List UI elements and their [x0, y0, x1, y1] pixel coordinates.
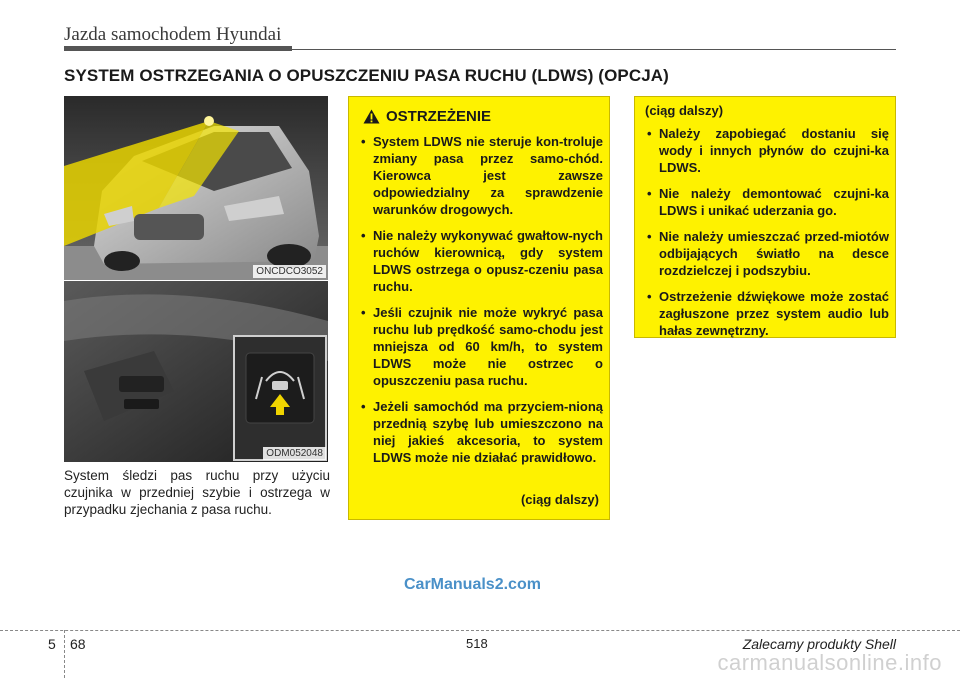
continuation-box — [634, 96, 896, 338]
footer-page-number: 68 — [70, 636, 86, 652]
list-item-text: Nie należy wykonywać gwałtow-nych ruchów kierownicą, gdy system LDWS ostrzega o opusz-czeniu pasa ruchu. — [373, 228, 603, 294]
list-item-text: Nie należy umieszczać przed-miotów odbijających światło na desce rozdzielczej i podszybiu. — [659, 229, 889, 278]
footer-chapter-number: 5 — [48, 636, 56, 652]
list-item: • Nie należy umieszczać przed-miotów odbijających światło na desce rozdzielczej i podszybiu. — [647, 229, 889, 278]
header-rule — [64, 46, 292, 51]
footer-divider — [64, 630, 65, 678]
footer-center-number: 518 — [466, 636, 488, 651]
list-item-text: Jeśli czujnik nie może wykryć pasa ruchu lub prędkość samo-chodu jest mniejsza od 60 km/h, to system LDWS może nie ostrzec o opuszczeniu pasa ruchu. — [373, 305, 603, 388]
header-rule-thin — [292, 49, 896, 50]
figure-caption: System śledzi pas ruchu przy użyciu czujnika w przedniej szybie i ostrzega w przypadku zjechania z pasa ruchu. — [64, 468, 330, 517]
car-sensor-photo — [64, 96, 328, 280]
list-item: • Jeżeli samochód ma przyciem-nioną przednią szybę lub umieszczono na niej jakieś akcesoria, to system LDWS może nie działać prawidłowo. — [361, 399, 603, 465]
footer-slogan: Zalecamy produkty Shell — [742, 636, 896, 652]
list-item-text: System LDWS nie steruje kon-troluje zmiany pasa przez samo-chód. Kierowca jest zawsze odpowiedzialny za sprawdzenie warunków drogowych. — [373, 134, 603, 217]
list-item-text: Należy zapobiegać dostaniu się wody i innych płynów do czujni-ka LDWS. — [659, 126, 889, 175]
list-item: • Nie należy wykonywać gwałtow-nych ruchów kierownicą, gdy system LDWS ostrzega o opusz-czeniu pasa ruchu. — [361, 228, 603, 294]
site-watermark: carmanualsonline.info — [717, 650, 942, 675]
warning-triangle-icon — [363, 109, 380, 124]
continuation-heading: (ciąg dalszy) — [645, 103, 724, 118]
continued-note: (ciąg dalszy) — [520, 492, 599, 507]
list-item: • Ostrzeżenie dźwiękowe może zostać zagłuszone przez system audio lub hałas zewnętrzny. — [647, 289, 889, 338]
warning-heading — [363, 107, 491, 125]
list-item-text: Nie należy demontować czujni-ka LDWS i unikać uderzania go. — [659, 186, 889, 218]
warning-list — [361, 133, 603, 475]
warning-box — [348, 96, 610, 520]
list-item: • System LDWS nie steruje kon-troluje zmiany pasa przez samo-chód. Kierowca jest zawsze odpowiedzialny za sprawdzenie warunków drogowych. — [361, 134, 603, 217]
figure-code: ONCDCO3052 — [253, 265, 326, 278]
figure-code: ODM052048 — [263, 447, 326, 460]
chapter-title: Jazda samochodem Hyundai — [64, 24, 282, 45]
continuation-list — [647, 125, 889, 348]
list-item-text: Ostrzeżenie dźwiękowe może zostać zagłuszone przez system audio lub hałas zewnętrzny. — [659, 289, 889, 338]
warning-heading-text: OSTRZEŻENIE — [386, 107, 492, 125]
list-item-text: Jeżeli samochód ma przyciem-nioną przednią szybę lub umieszczono na niej jakieś akcesoria, to system LDWS może nie działać prawidłowo. — [373, 399, 603, 465]
list-item: • Jeśli czujnik nie może wykryć pasa ruchu lub prędkość samo-chodu jest mniejsza od 60 km/h, to system LDWS może nie ostrzec o opuszczeniu pasa ruchu. — [361, 305, 603, 388]
section-title: SYSTEM OSTRZEGANIA O OPUSZCZENIU PASA RUCHU (LDWS) (OPCJA) — [64, 66, 669, 85]
list-item: • Nie należy demontować czujni-ka LDWS i unikać uderzania go. — [647, 186, 889, 218]
footer-rule — [0, 630, 960, 631]
ldws-switch-photo — [64, 281, 328, 462]
watermark-link[interactable]: CarManuals2.com — [404, 576, 541, 593]
list-item: • Należy zapobiegać dostaniu się wody i innych płynów do czujni-ka LDWS. — [647, 126, 889, 175]
